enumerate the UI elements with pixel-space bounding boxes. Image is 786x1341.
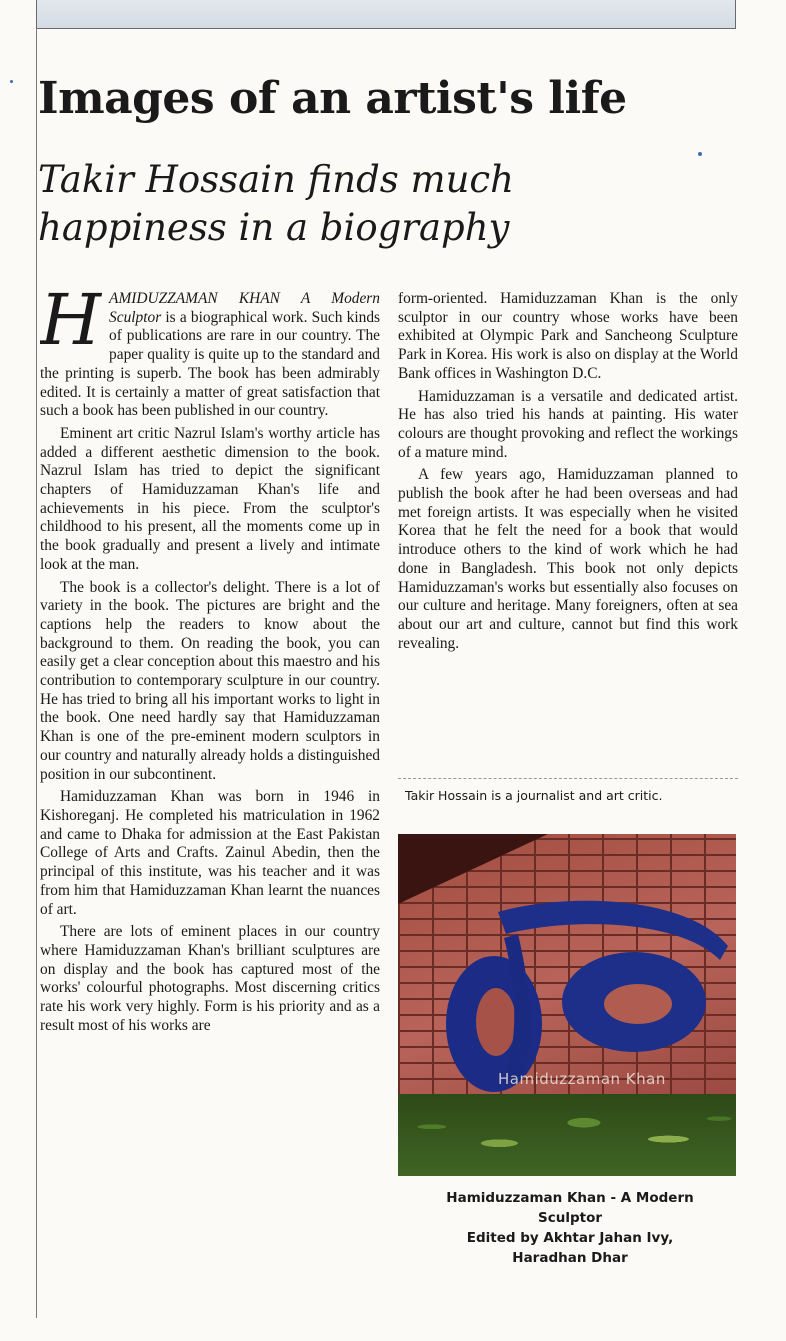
left-border-rule	[36, 28, 37, 1318]
article-paragraph-6: Hamiduzzaman is a versatile and dedicated artist. He has also tried his hands at painting. His water colours are thought provoking and reflect the workings of a mature mind.	[398, 387, 738, 461]
article-paragraph-4: Hamiduzzaman Khan was born in 1946 in Kishoreganj. He completed his matriculation in 1962 and came to Dhaka for admission at the East Pakistan College of Arts and Crafts. Zainul Abedin, then the principal of this institute, was his teacher and it was from him that Hamiduzzaman Khan learnt the nuances of art.	[40, 788, 380, 918]
article-paragraph-7: A few years ago, Hamiduzzaman planned to publish the book after he had been overseas and had met foreign artists. It was especially when he visited Korea that he felt the need for a book that would introduce others to the kind of work which he had done in Bangladesh. This book not only depicts Hamiduzzaman's works but essentially also focuses on our culture and heritage. Many foreigners, often at sea about our art and culture, cannot but find this work revealing.	[398, 466, 738, 652]
article-paragraph-5: There are lots of eminent places in our country where Hamiduzzaman Khan's brilliant sculptures are on display and the book has captured most of the works' colourful photographs. Most discerning critics rate his work very highly. Form is his priority and as a result most of his works are	[40, 923, 380, 1034]
article-paragraph-5-continued: form-oriented. Hamiduzzaman Khan is the only sculptor in our country whose works have been exhibited at Olympic Park and Sancheong Sculpture Park in Korea. His work is also on display at the World Bank offices in Washington D.C.	[398, 290, 738, 382]
caption-line-4: Haradhan Dhar	[512, 1250, 628, 1266]
book-title-lead-in: AMIDUZZAMAN KHAN A Modern Sculptor	[109, 290, 380, 326]
ink-speck	[698, 152, 702, 156]
drop-cap: H	[40, 290, 102, 361]
book-cover-photo	[398, 834, 736, 1176]
article-column-2	[398, 290, 738, 800]
sculpture-right-hole	[604, 984, 672, 1024]
article-paragraph-3: The book is a collector's delight. There is a lot of variety in the book. The pictures are bright and the captions help the readers to know about the background to them. On reading the book, you can easily get a clear conception about this maestro and his contribution to contemporary sculpture in our country. He has tried to bring all his important works to light in the book. One need hardly say that Hamiduzzaman Khan is one of the pre-eminent modern sculptors in our country and naturally already holds a distinguished position in our subcontinent.	[40, 578, 380, 783]
paragraph-1-text: is a biographical work. Such kinds of publications are rare in our country. The paper quality is quite up to the standard and the printing is superb. The book has been admirably edited. It is certainly a matter of great satisfaction that such a book has been published in our country.	[40, 308, 380, 420]
caption-line-1: Hamiduzzaman Khan - A Modern	[446, 1190, 694, 1206]
photo-caption	[420, 1188, 720, 1268]
headline: Images of an artist's life	[38, 73, 627, 124]
standfirst: Takir Hossain finds much happiness in a biography	[38, 158, 514, 249]
caption-line-3: Edited by Akhtar Jahan Ivy,	[466, 1230, 674, 1246]
author-note: Takir Hossain is a journalist and art critic.	[405, 788, 663, 803]
top-banner	[36, 0, 736, 29]
article-paragraph-1	[40, 290, 380, 421]
sculpture-left-hole	[476, 988, 516, 1056]
sculpture-arc	[498, 901, 728, 960]
caption-line-2: Sculptor	[537, 1210, 602, 1226]
article-column-1	[40, 290, 380, 1330]
plaque-text: Hamiduzzaman Khan	[498, 1070, 666, 1088]
byline-divider	[398, 778, 738, 779]
ink-speck	[10, 80, 13, 83]
article-paragraph-2: Eminent art critic Nazrul Islam's worthy article has added a different aesthetic dimension to the book. Nazrul Islam has tried to depict the significant chapters of Hamiduzzaman Khan's life and achievements in his piece. From the sculptor's childhood to his present, all the moments come up in the book gradually and present a lively and intimate look at the man.	[40, 424, 380, 573]
foliage	[398, 1094, 736, 1176]
